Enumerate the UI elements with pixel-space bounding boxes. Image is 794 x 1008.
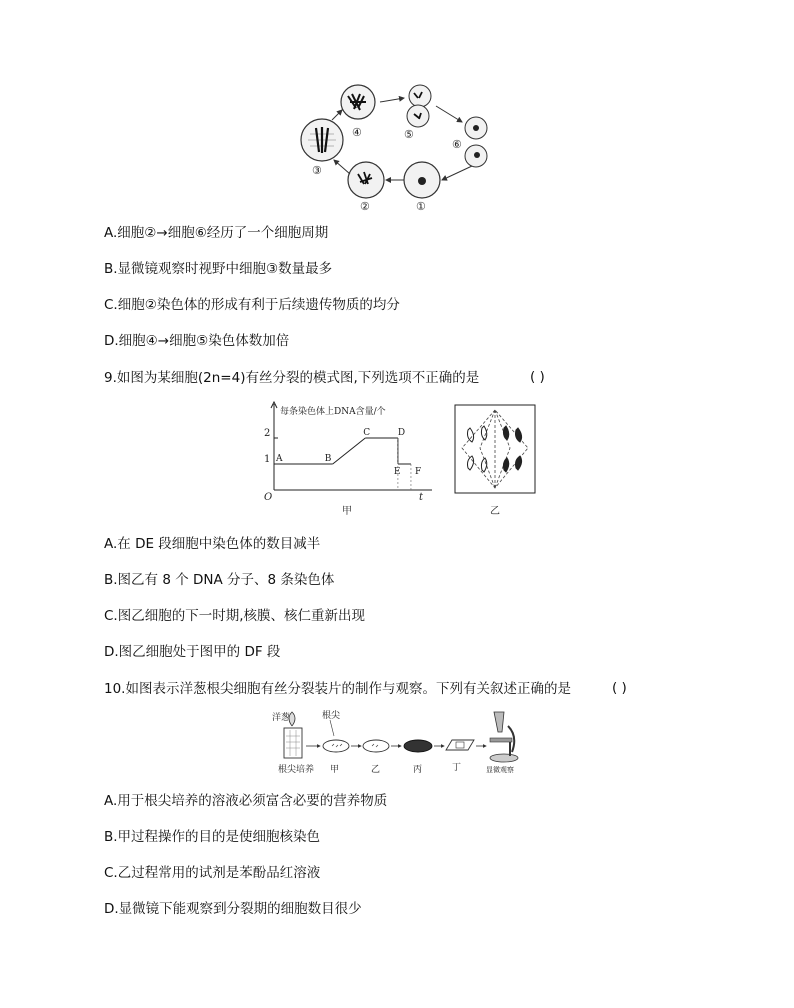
point-label-C: C: [363, 428, 371, 438]
q9-stem: 9.如图为某细胞(2n=4)有丝分裂的模式图,下列选项不正确的是: [104, 370, 480, 386]
cell-6: [465, 117, 487, 167]
caption-yi: 乙: [490, 506, 500, 517]
chart-title: 每条染色体上DNA含量/个: [280, 407, 386, 417]
origin-label: O: [264, 492, 273, 503]
slide-ding: [446, 740, 474, 750]
q9-option-a: A.在 DE 段细胞中染色体的数目减半: [104, 536, 321, 552]
caption-jia: 甲: [342, 506, 352, 517]
q9-answer-paren: ( ): [530, 369, 545, 385]
x-axis-label: t: [419, 492, 424, 503]
cell-1: [404, 162, 440, 198]
q8-option-a: A.细胞②→细胞⑥经历了一个细胞周期: [104, 225, 329, 241]
q10-option-d: D.显微镜下能观察到分裂期的细胞数目很少: [104, 901, 362, 917]
point-label-B: B: [324, 454, 332, 464]
q9-option-d: D.图乙细胞处于图甲的 DF 段: [104, 644, 281, 660]
q8-option-b: B.显微镜观察时视野中细胞③数量最多: [104, 261, 333, 277]
q10-procedure-figure: [272, 706, 542, 782]
label-5: ⑤: [404, 128, 414, 141]
cell-3: [301, 119, 343, 161]
label-4: ④: [352, 126, 362, 139]
step-jia: 甲: [330, 765, 340, 775]
cell-4: [341, 85, 375, 119]
y-tick-1: 1: [264, 454, 271, 465]
series-segment-BC: [333, 438, 366, 464]
step-bing: 丙: [413, 765, 423, 775]
root-tip-label: 根尖: [322, 711, 341, 721]
q8-option-c: C.细胞②染色体的形成有利于后续遗传物质的均分: [104, 297, 400, 313]
step-root-culture: 根尖培养: [278, 765, 315, 775]
q10-option-a: A.用于根尖培养的溶液必须富含必要的营养物质: [104, 793, 388, 809]
step-ding: 丁: [452, 763, 462, 773]
q10-option-c: C.乙过程常用的试剂是苯酚品红溶液: [104, 865, 321, 881]
cell-cycle-figure: [300, 82, 500, 214]
q10-answer-paren: ( ): [612, 680, 627, 696]
cell-2: [348, 162, 384, 198]
point-label-A: A: [276, 454, 283, 464]
dish-bing: [404, 740, 432, 752]
step-yi: 乙: [371, 765, 381, 775]
q9-chart-jia: [262, 400, 442, 520]
point-label-D: D: [397, 428, 406, 438]
q9-option-c: C.图乙细胞的下一时期,核膜、核仁重新出现: [104, 608, 366, 624]
label-3: ③: [312, 164, 322, 177]
q10-stem: 10.如图表示洋葱根尖细胞有丝分裂装片的制作与观察。下列有关叙述正确的是: [104, 681, 571, 697]
q9-figure-yi: [454, 404, 538, 518]
label-2: ②: [360, 200, 370, 213]
q8-option-d: D.细胞④→细胞⑤染色体数加倍: [104, 333, 290, 349]
microscope-icon: [490, 712, 518, 762]
point-label-F: F: [414, 467, 422, 477]
dish-jia: [323, 740, 349, 752]
label-1: ①: [416, 200, 426, 213]
q9-option-b: B.图乙有 8 个 DNA 分子、8 条染色体: [104, 572, 335, 588]
dish-yi: [363, 740, 389, 752]
step-microscope: 显微观察: [486, 766, 514, 774]
q10-option-b: B.甲过程操作的目的是使细胞核染色: [104, 829, 321, 845]
point-label-E: E: [393, 467, 401, 477]
label-6: ⑥: [452, 138, 462, 151]
onion-label-text: 洋葱: [272, 713, 291, 723]
y-tick-2: 2: [264, 428, 271, 439]
cell-5: [407, 85, 431, 127]
